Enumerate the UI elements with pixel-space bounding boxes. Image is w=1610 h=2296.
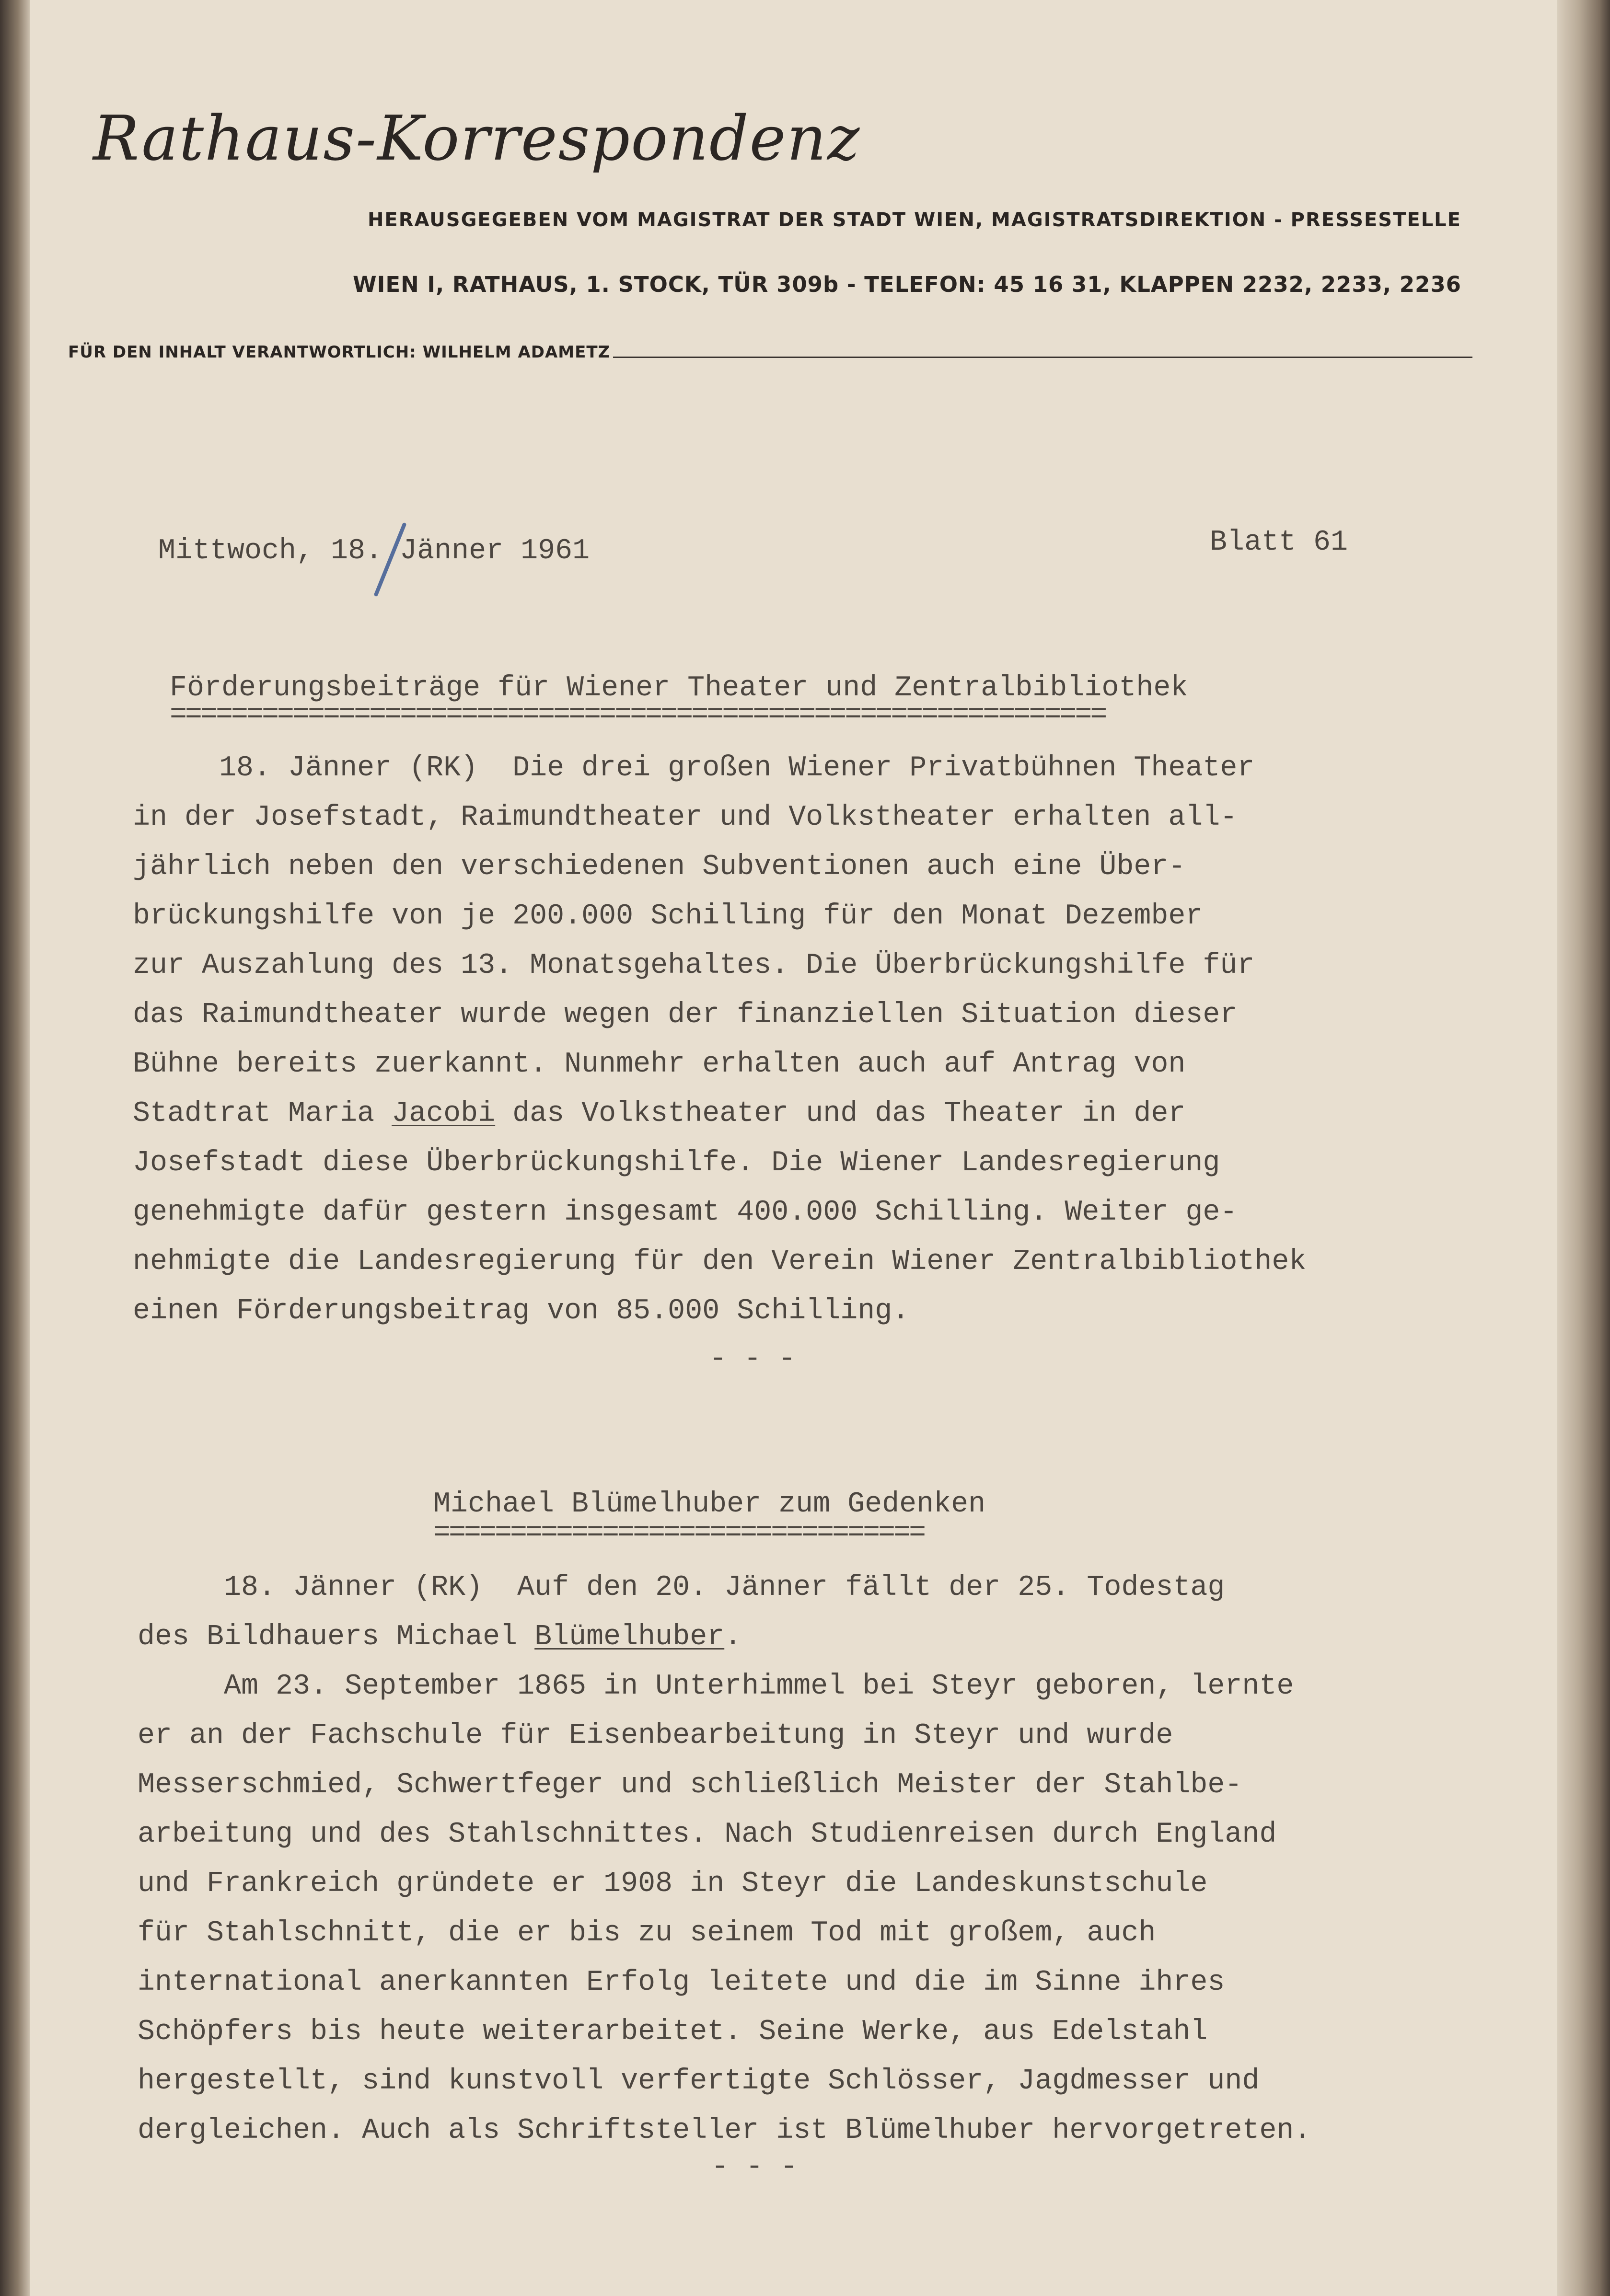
article1-line-jacobi: Stadtrat Maria Jacobi das Volkstheater und das Theater in der [133,1097,1186,1130]
article1-line: das Raimundtheater wurde wegen der finanziellen Situation dieser [133,999,1238,1031]
article2-line: er an der Fachschule für Eisenbearbeitung in Steyr und wurde [138,1719,1173,1752]
document-page [30,0,1557,2296]
responsible-label: FÜR DEN INHALT VERANTWORTLICH: WILHELM ADAMETZ [68,343,611,362]
article1-headline: Förderungsbeiträge für Wiener Theater und Zentralbibliothek [170,672,1188,704]
article2-line: dergleichen. Auch als Schriftsteller ist Blümelhuber hervorgetreten. [138,2114,1311,2147]
article2-headline-underline: ================================ [433,1517,925,1549]
article1-line: zur Auszahlung des 13. Monatsgehaltes. Die Überbrückungshilfe für [133,949,1255,982]
masthead-address: WIEN I, RATHAUS, 1. STOCK, TÜR 309b - TELEFON: 45 16 31, KLAPPEN 2232, 2233, 2236 [352,272,1461,297]
masthead-title: Rathaus-Korrespondenz [93,103,861,174]
article1-headline-underline: ============================================================= [170,699,1106,731]
page-stack-edge [1557,0,1610,2296]
dateline-date: Mittwoch, 18. Jänner 1961 [158,535,590,567]
masthead-rule [613,357,1472,358]
article1-line: nehmigte die Landesregierung für den Verein Wiener Zentralbibliothek [133,1246,1307,1278]
article1-line: einen Förderungsbeitrag von 85.000 Schilling. [133,1295,910,1327]
article1-line: Bühne bereits zuerkannt. Nunmehr erhalten auch auf Antrag von [133,1048,1186,1081]
article1-line: brückungshilfe von je 200.000 Schilling für den Monat Dezember [133,900,1203,933]
article2-line: arbeitung und des Stahlschnittes. Nach Studienreisen durch England [138,1818,1277,1851]
article2-line: und Frankreich gründete er 1908 in Steyr die Landeskunstschule [138,1868,1208,1900]
article2-line: Am 23. September 1865 in Unterhimmel bei Steyr geboren, lernte [138,1670,1294,1703]
article1-line: in der Josefstadt, Raimundtheater und Volkstheater erhalten all- [133,801,1238,834]
article2-line: Messerschmied, Schwertfeger und schließlich Meister der Stahlbe- [138,1769,1242,1801]
article2-line: Schöpfers bis heute weiterarbeitet. Seine Werke, aus Edelstahl [138,2016,1208,2048]
dateline-sheet-number: Blatt 61 [1210,526,1348,559]
article1-line: genehmigte dafür gestern insgesamt 400.000 Schilling. Weiter ge- [133,1196,1238,1229]
masthead-publisher: HERAUSGEGEBEN VOM MAGISTRAT DER STADT WIEN, MAGISTRATSDIREKTION - PRESSESTELLE [367,209,1461,231]
article2-body [138,1563,1311,2156]
article1-body [133,744,1306,1336]
binding-edge [0,0,30,2296]
article2-line: international anerkannten Erfolg leitete und die im Sinne ihres [138,1966,1225,1999]
article1-separator: - - - [709,1343,796,1375]
article2-headline: Michael Blümelhuber zum Gedenken [433,1488,986,1521]
article1-line: jährlich neben den verschiedenen Subventionen auch eine Über- [133,851,1186,883]
article1-line: Josefstadt diese Überbrückungshilfe. Die Wiener Landesregierung [133,1147,1220,1179]
article1-line: 18. Jänner (RK) Die drei großen Wiener Privatbühnen Theater [133,752,1255,785]
article2-line: hergestellt, sind kunstvoll verfertigte Schlösser, Jagdmesser und [138,2065,1260,2098]
article2-line-bluemelhuber: des Bildhauers Michael Blümelhuber. [138,1621,742,1653]
article2-separator: - - - [711,2151,798,2183]
masthead-responsible [68,343,1472,362]
underlined-name: Jacobi [392,1097,496,1130]
article2-line: für Stahlschnitt, die er bis zu seinem Tod mit großem, auch [138,1917,1156,1950]
underlined-name: Blümelhuber [534,1621,725,1653]
article2-line: 18. Jänner (RK) Auf den 20. Jänner fällt der 25. Todestag [138,1571,1225,1604]
